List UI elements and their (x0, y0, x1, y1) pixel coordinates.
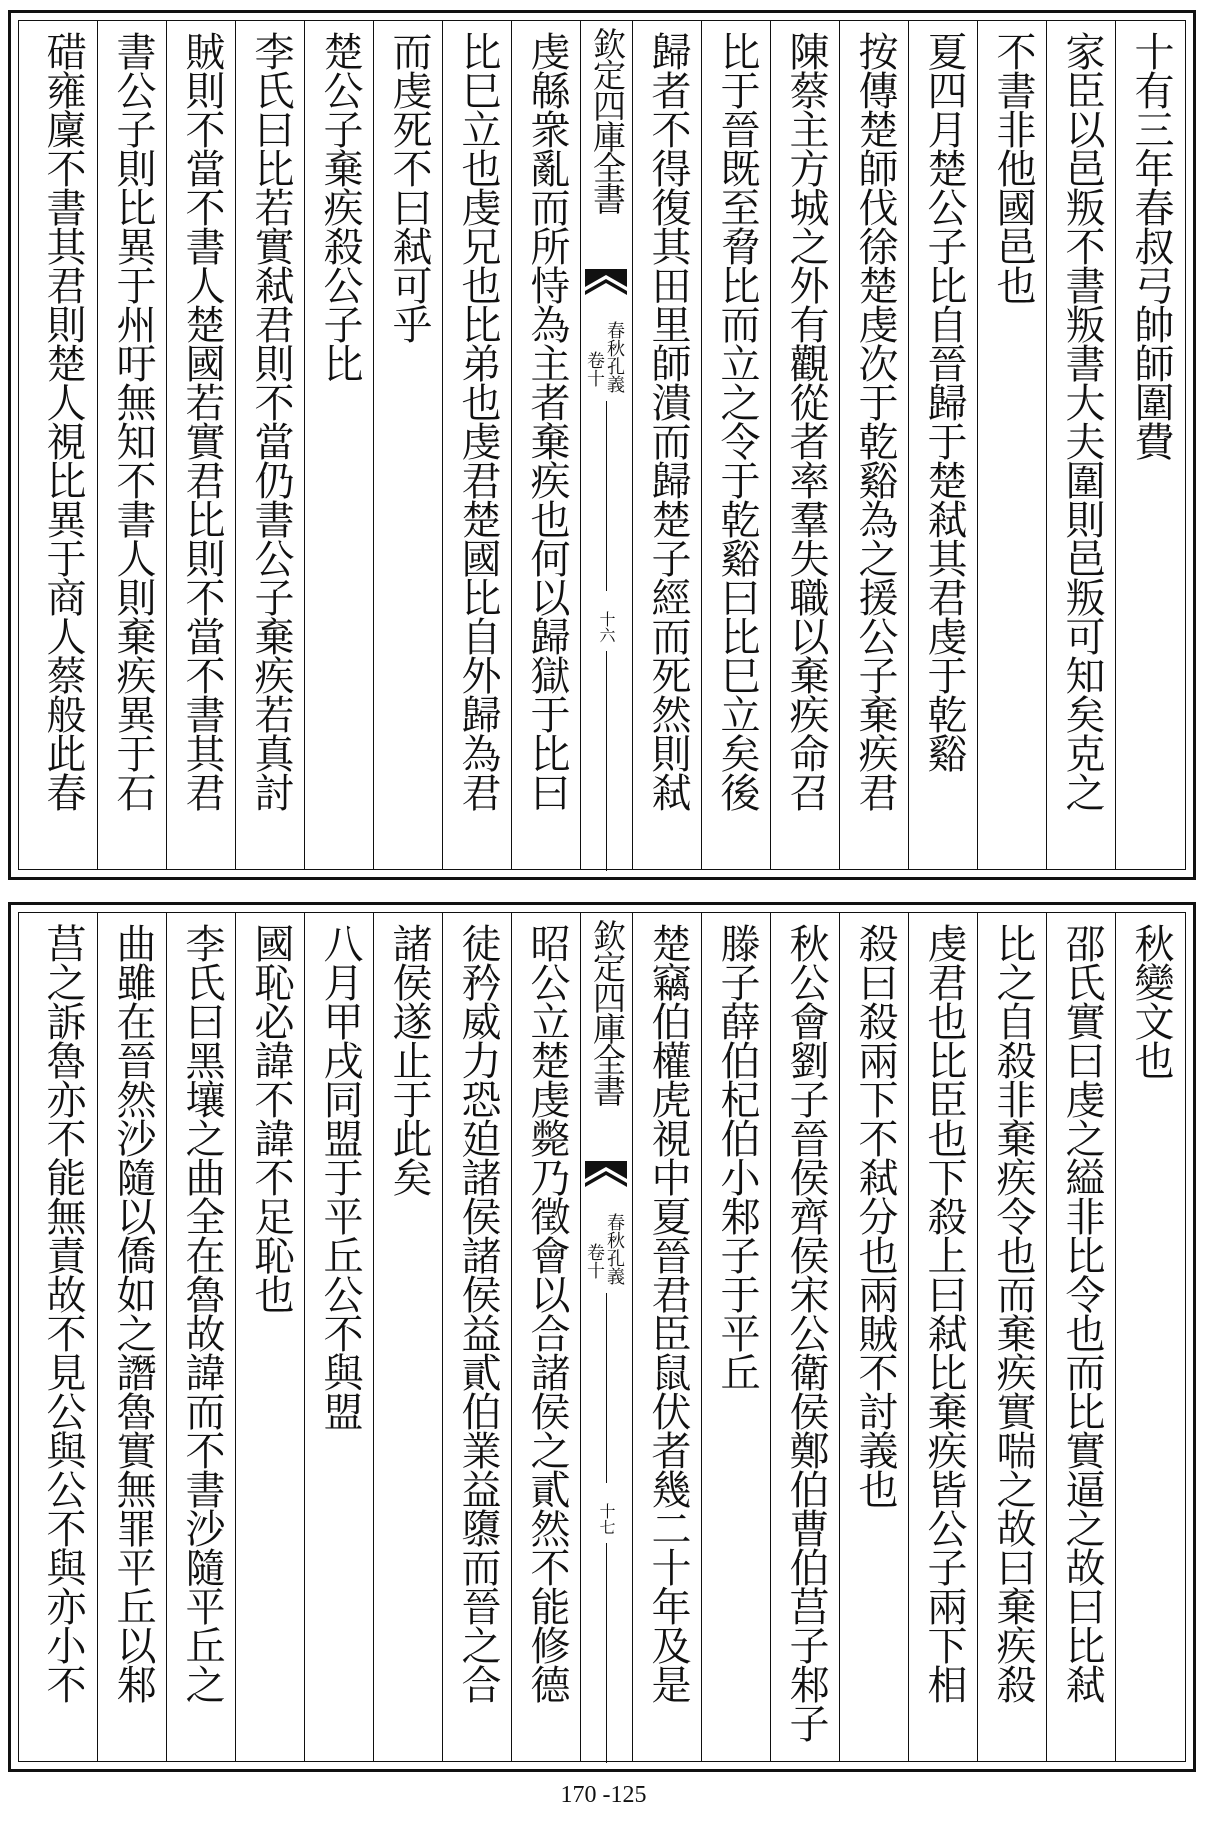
text-column (511, 913, 580, 1761)
text-column (839, 913, 908, 1761)
text-column (166, 913, 235, 1761)
gutter-rule (606, 1293, 607, 1483)
column-text: 而虔死不曰弒可乎 (386, 31, 432, 343)
lower-page (8, 902, 1196, 1772)
text-column (235, 21, 304, 869)
text-column (908, 913, 977, 1761)
volume-label: 卷十 (584, 1243, 605, 1279)
column-text: 邵氏實曰虔之縊非比令也而比實逼之故曰比弒 (1059, 923, 1105, 1703)
fish-tail-mark-icon (585, 269, 627, 309)
upper-page (8, 10, 1196, 880)
text-column (632, 913, 701, 1761)
fish-tail-mark-icon (585, 1161, 627, 1201)
column-text: 歸者不得復其田里師潰而歸楚子經而死然則弒 (645, 31, 691, 811)
column-text: 十有三年春叔弓帥師圍費 (1128, 31, 1174, 460)
volume-label: 卷十 (584, 351, 605, 387)
gutter-rule (606, 1543, 607, 1763)
text-column (304, 913, 373, 1761)
column-text: 昭公立楚虔斃乃徵會以合諸侯之貳然不能修德 (524, 923, 570, 1703)
text-column (1046, 913, 1115, 1761)
column-text: 家臣以邑叛不書叛書大夫圍則邑叛可知矣克之 (1059, 31, 1105, 811)
column-text: 諸侯遂止于此矣 (386, 923, 432, 1196)
column-text: 曲雖在晉然沙隨以僑如之譖魯實無罪平丘以邾 (110, 923, 156, 1703)
text-column (166, 21, 235, 869)
text-column (977, 913, 1046, 1761)
text-column (442, 21, 511, 869)
column-text: 楚公子棄疾殺公子比 (317, 31, 363, 382)
upper-page-text-frame (18, 20, 1186, 870)
text-column (442, 913, 511, 1761)
text-column (28, 21, 97, 869)
collection-title: 欽定四庫全書 (588, 27, 627, 213)
column-text: 國恥必諱不諱不足恥也 (248, 923, 294, 1313)
collection-title: 欽定四庫全書 (588, 919, 627, 1105)
column-text: 不書非他國邑也 (990, 31, 1036, 304)
leaf-number: 十七 (597, 1503, 616, 1535)
text-column (373, 913, 442, 1761)
text-column (1115, 913, 1184, 1761)
text-column (770, 21, 839, 869)
text-column (701, 913, 770, 1761)
lower-page-text-frame (18, 912, 1186, 1762)
column-text: 碏雍廩不書其君則楚人視比異于商人蔡般此春 (40, 31, 86, 811)
gutter-rule (606, 651, 607, 871)
column-text: 徒矜威力恐廹諸侯諸侯益貳伯業益隳而晉之合 (455, 923, 501, 1703)
text-column (28, 913, 97, 1761)
text-column (97, 21, 166, 869)
column-text: 滕子薛伯杞伯小邾子于平丘 (714, 923, 760, 1391)
text-column (373, 21, 442, 869)
page-number: 170 -125 (560, 1782, 647, 1808)
center-gutter (580, 21, 632, 869)
column-text: 比巳立也虔兄也比弟也虔君楚國比自外歸為君 (455, 31, 501, 811)
text-column (977, 21, 1046, 869)
column-text: 夏四月楚公子比自晉歸于楚弒其君虔于乾谿 (921, 31, 967, 772)
text-column (632, 21, 701, 869)
book-title: 春秋孔義 (604, 321, 625, 393)
text-column (511, 21, 580, 869)
column-text: 虔緜衆亂而所恃為主者棄疾也何以歸獄于比曰 (524, 31, 570, 811)
column-text: 書公子則比異于州吁無知不書人則棄疾異于石 (110, 31, 156, 811)
gutter-rule (606, 401, 607, 591)
column-text: 莒之訴魯亦不能無責故不見公與公不與亦小不 (40, 923, 86, 1703)
column-text: 殺曰殺兩下不弒分也兩賊不討義也 (852, 923, 898, 1508)
text-column (97, 913, 166, 1761)
column-text: 陳蔡主方城之外有觀從者率羣失職以棄疾命召 (783, 31, 829, 811)
column-text: 比于晉既至脅比而立之令于乾谿曰比巳立矣後 (714, 31, 760, 811)
column-text: 秋公會劉子晉侯齊侯宋公衛侯鄭伯曹伯莒子邾子 (783, 923, 829, 1742)
column-text: 比之自殺非棄疾令也而棄疾實喘之故曰棄疾殺 (990, 923, 1036, 1703)
column-text: 虔君也比臣也下殺上曰弒比棄疾皆公子兩下相 (921, 923, 967, 1703)
text-column (1115, 21, 1184, 869)
column-text: 李氏曰比若實弒君則不當仍書公子棄疾若真討 (248, 31, 294, 811)
column-text: 按傳楚師伐徐楚虔次于乾谿為之援公子棄疾君 (852, 31, 898, 811)
book-title: 春秋孔義 (604, 1213, 625, 1285)
text-column (908, 21, 977, 869)
column-text: 李氏曰黑壤之曲全在魯故諱而不書沙隨平丘之 (179, 923, 225, 1703)
center-gutter (580, 913, 632, 1761)
column-text: 賊則不當不書人楚國若實君比則不當不書其君 (179, 31, 225, 811)
text-column (1046, 21, 1115, 869)
leaf-number: 十六 (597, 611, 616, 643)
text-column (770, 913, 839, 1761)
column-text: 秋變文也 (1128, 923, 1174, 1079)
text-column (839, 21, 908, 869)
column-text: 八月甲戌同盟于平丘公不與盟 (317, 923, 363, 1430)
text-column (701, 21, 770, 869)
text-column (235, 913, 304, 1761)
text-column (304, 21, 373, 869)
column-text: 楚竊伯權虎視中夏晉君臣鼠伏者幾二十年及是 (645, 923, 691, 1703)
